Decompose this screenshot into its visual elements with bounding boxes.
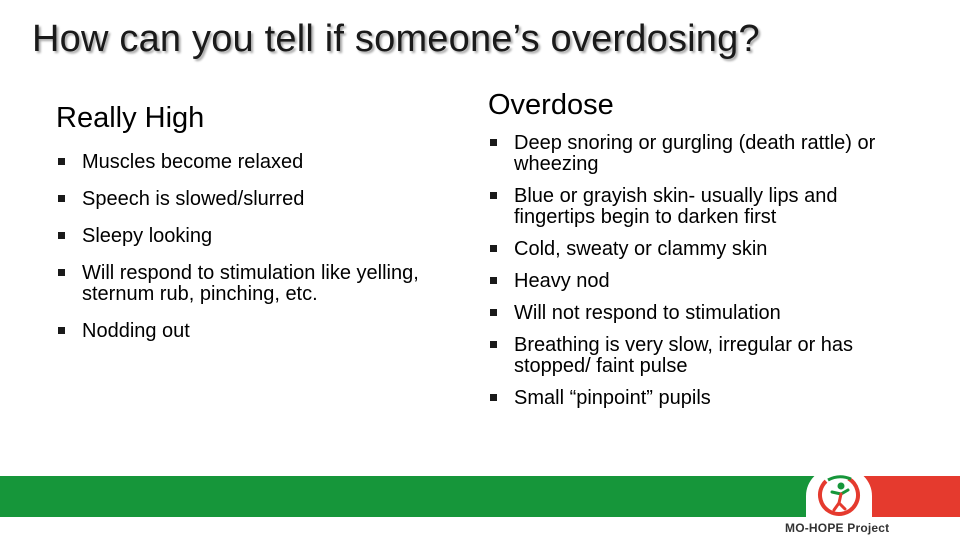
list-item-text: Breathing is very slow, irregular or has stopped/ faint pulse xyxy=(514,334,854,377)
list-item-text: Cold, sweaty or clammy skin xyxy=(514,238,768,260)
bullet-square-icon xyxy=(490,394,497,401)
bullet-square-icon xyxy=(490,341,497,348)
list-item-text: Will respond to stimulation like yelling, sternum rub, pinching, etc. xyxy=(82,262,419,305)
list-item-text: Deep snoring or gurgling (death rattle) or wheezing xyxy=(514,132,876,175)
footer-bar-green xyxy=(0,476,840,517)
bullet-square-icon xyxy=(58,269,65,276)
list-item-text: Nodding out xyxy=(82,320,190,342)
list-item xyxy=(56,226,446,247)
list-item xyxy=(488,239,888,260)
really-high-heading: Really High xyxy=(56,102,205,134)
list-item xyxy=(488,388,888,409)
list-item xyxy=(488,303,888,324)
list-item xyxy=(56,152,446,173)
list-item-text: Heavy nod xyxy=(514,270,610,292)
bullet-square-icon xyxy=(490,245,497,252)
bullet-square-icon xyxy=(58,232,65,239)
bullet-square-icon xyxy=(58,158,65,165)
overdose-heading: Overdose xyxy=(488,89,614,121)
bullet-square-icon xyxy=(58,327,65,334)
list-item-text: Speech is slowed/slurred xyxy=(82,188,305,210)
bullet-square-icon xyxy=(490,139,497,146)
list-item-text: Blue or grayish skin- usually lips and fingertips begin to darken first xyxy=(514,185,838,228)
list-item xyxy=(488,133,888,175)
list-item-text: Muscles become relaxed xyxy=(82,151,304,173)
list-item xyxy=(488,186,888,228)
bullet-square-icon xyxy=(490,192,497,199)
list-item-text: Sleepy looking xyxy=(82,225,213,247)
slide-title: How can you tell if someone’s overdosing? xyxy=(32,18,760,60)
list-item xyxy=(56,263,446,305)
list-item xyxy=(488,335,888,377)
overdose-column xyxy=(488,89,888,420)
bullet-square-icon xyxy=(58,195,65,202)
bullet-square-icon xyxy=(490,309,497,316)
list-item xyxy=(488,271,888,292)
list-item-text: Will not respond to stimulation xyxy=(514,302,781,324)
overdose-list xyxy=(488,133,888,409)
really-high-list xyxy=(56,152,446,342)
list-item xyxy=(56,321,446,342)
list-item xyxy=(56,189,446,210)
mo-hope-logo xyxy=(806,468,872,522)
mo-hope-logo-icon xyxy=(814,470,864,520)
logo-text: MO-HOPE Project xyxy=(785,521,890,535)
list-item-text: Small “pinpoint” pupils xyxy=(514,387,711,409)
really-high-column xyxy=(56,102,446,358)
bullet-square-icon xyxy=(490,277,497,284)
